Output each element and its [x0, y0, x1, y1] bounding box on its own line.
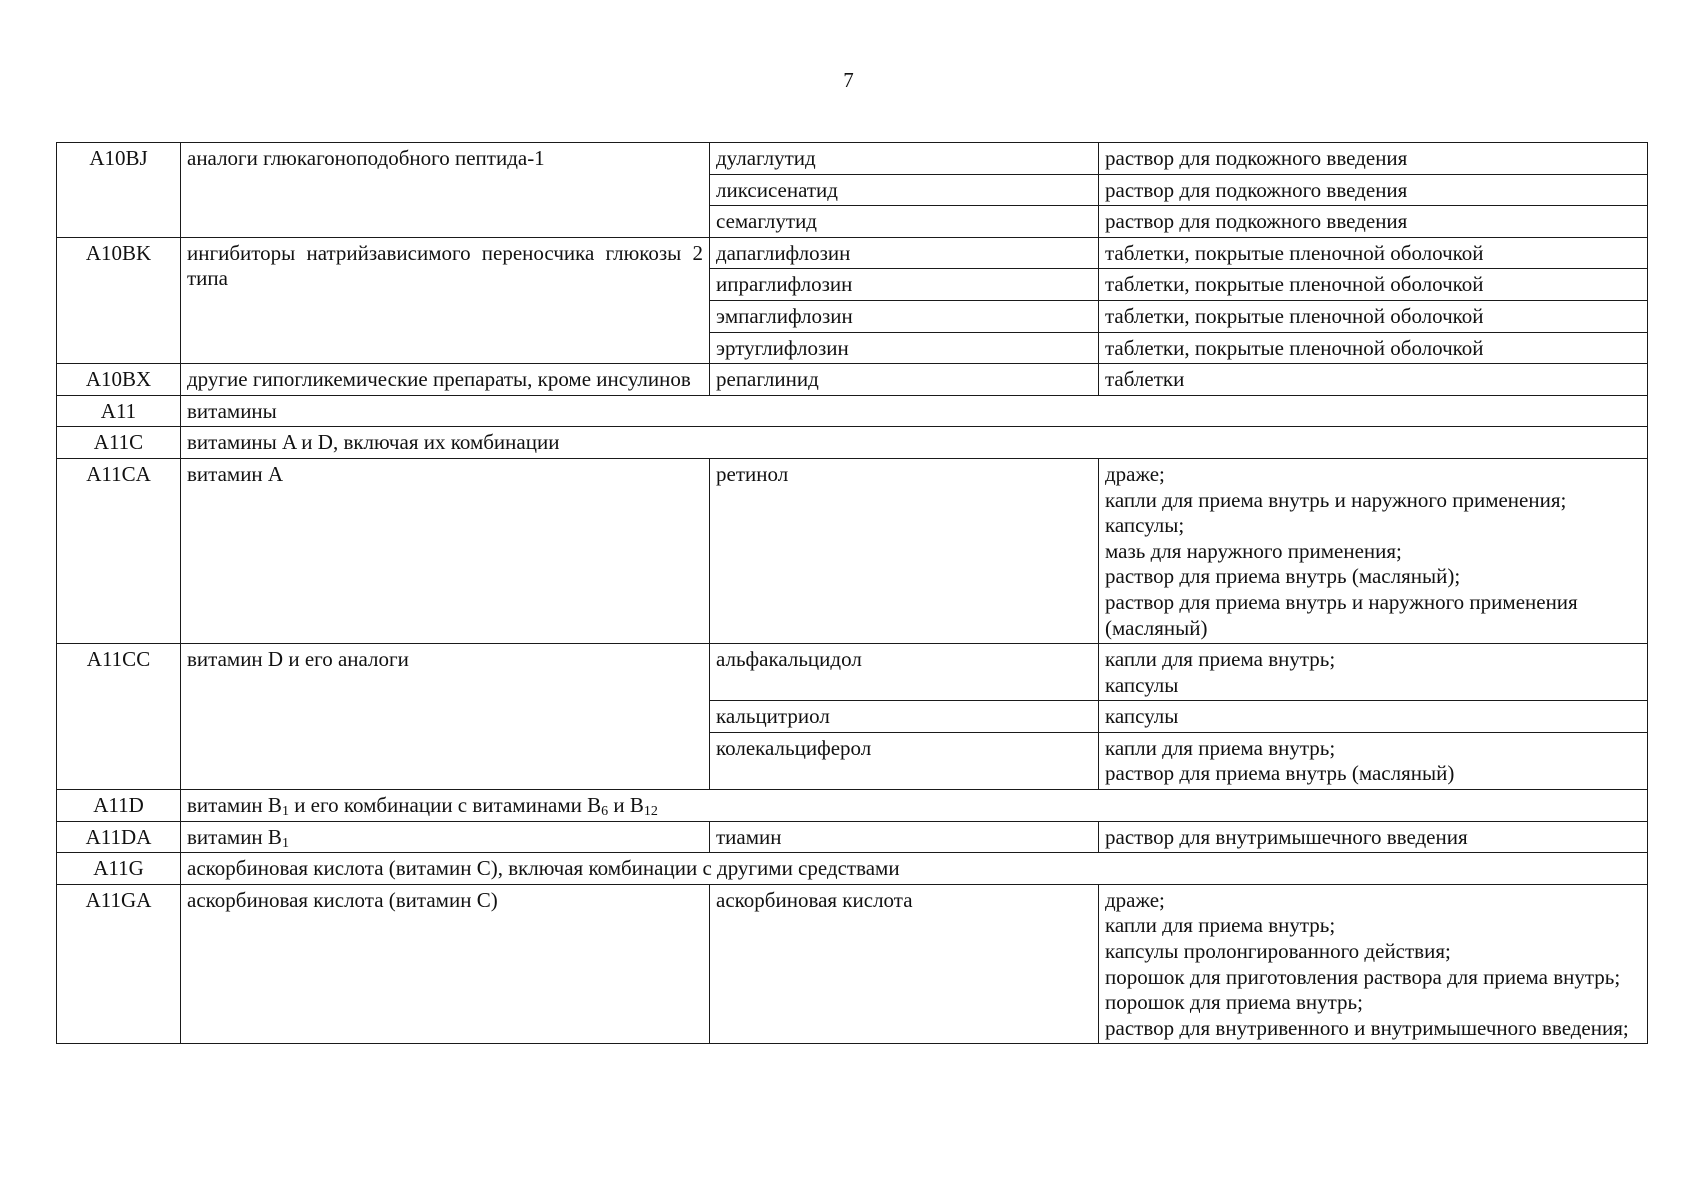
drug-name-cell: дулаглутид [710, 143, 1099, 175]
group-text-part: и B [608, 793, 644, 818]
drug-name-cell: тиамин [710, 821, 1099, 853]
dosage-form-line: таблетки [1105, 367, 1185, 392]
group-name-cell: витамин А [181, 458, 710, 643]
drug-name-cell: репаглинид [710, 364, 1099, 396]
dosage-form-line: капли для приема внутрь; [1105, 647, 1336, 672]
dosage-form-line: раствор для подкожного введения [1105, 209, 1408, 234]
atc-code-cell: A11C [57, 427, 181, 459]
subscript-text: 1 [281, 835, 289, 851]
dosage-form-line: таблетки, покрытые пленочной оболочкой [1105, 335, 1484, 360]
atc-code-cell: A11CA [57, 458, 181, 643]
dosage-form-line: капли для приема внутрь; [1105, 913, 1336, 938]
table-row [57, 790, 1648, 822]
dosage-form-line: порошок для приготовления раствора для приема внутрь; [1105, 964, 1621, 989]
table-body [57, 143, 1648, 1044]
atc-code-cell: A11G [57, 853, 181, 885]
group-name-cell: аскорбиновая кислота (витамин С), включая комбинации с другими средствами [181, 853, 1648, 885]
drug-name-cell: ликсисенатид [710, 174, 1099, 206]
dosage-form-line: драже; [1105, 461, 1165, 486]
group-name-cell: другие гипогликемические препараты, кроме инсулинов [181, 364, 710, 396]
group-name-cell: витамин D и его аналоги [181, 644, 710, 790]
dosage-form-line: порошок для приема внутрь; [1105, 990, 1363, 1015]
drug-name-cell: дапаглифлозин [710, 237, 1099, 269]
dosage-forms-cell [1099, 300, 1648, 332]
atc-code-cell: A11CC [57, 644, 181, 790]
dosage-form-line: таблетки, покрытые пленочной оболочкой [1105, 272, 1484, 297]
group-name-cell: аналоги глюкагоноподобного пептида-1 [181, 143, 710, 238]
dosage-form-line: капсулы; [1105, 513, 1185, 538]
drug-name-cell: эмпаглифлозин [710, 300, 1099, 332]
dosage-form-line: раствор для приема внутрь (масляный); [1105, 564, 1461, 589]
atc-code-cell: A11 [57, 395, 181, 427]
dosage-form-line: таблетки, покрытые пленочной оболочкой [1105, 303, 1484, 328]
dosage-form-line: капли для приема внутрь; [1105, 735, 1336, 760]
dosage-form-line: мазь для наружного применения; [1105, 538, 1402, 563]
subscript-text: 1 [281, 804, 289, 820]
table-row [57, 884, 1648, 1044]
subscript-text: 12 [643, 804, 658, 820]
dosage-form-line: раствор для внутримышечного введения [1105, 824, 1468, 849]
subscript-text: 6 [601, 804, 609, 820]
atc-code-cell: A11DA [57, 821, 181, 853]
drug-name-cell: ретинол [710, 458, 1099, 643]
dosage-form-line: капсулы [1105, 672, 1179, 697]
dosage-form-line: раствор для подкожного введения [1105, 177, 1408, 202]
table-row [57, 644, 1648, 701]
atc-code-cell: A10BX [57, 364, 181, 396]
atc-code-cell: A11D [57, 790, 181, 822]
drug-name-cell: альфакальцидол [710, 644, 1099, 701]
dosage-form-line: таблетки, покрытые пленочной оболочкой [1105, 240, 1484, 265]
dosage-forms-cell [1099, 644, 1648, 701]
table-row [57, 143, 1648, 175]
atc-code-cell: A10BK [57, 237, 181, 363]
drug-name-cell: эртуглифлозин [710, 332, 1099, 364]
table-row [57, 237, 1648, 269]
dosage-form-line: раствор для подкожного введения [1105, 146, 1408, 170]
group-name-cell: витамины A и D, включая их комбинации [181, 427, 1648, 459]
group-text-part: и его комбинации с витаминами B [288, 793, 602, 818]
group-text-part: витамин B [187, 824, 282, 849]
table-row [57, 427, 1648, 459]
group-name-cell [181, 821, 710, 853]
drug-name-cell: ипраглифлозин [710, 269, 1099, 301]
dosage-form-line: капли для приема внутрь и наружного применения; [1105, 487, 1567, 512]
group-name-cell [181, 790, 1648, 822]
drug-name-cell: семаглутид [710, 206, 1099, 238]
table-row [57, 853, 1648, 885]
group-name-cell: витамины [181, 395, 1648, 427]
dosage-forms-cell [1099, 143, 1648, 175]
drug-name-cell: колекальциферол [710, 732, 1099, 789]
dosage-forms-cell [1099, 821, 1648, 853]
dosage-forms-cell [1099, 364, 1648, 396]
dosage-forms-cell [1099, 332, 1648, 364]
atc-code-cell: A10BJ [57, 143, 181, 238]
group-text-part: витамин B [187, 793, 282, 818]
dosage-form-line: раствор для внутривенного и внутримышечного введения; [1105, 1015, 1629, 1040]
page-number: 7 [843, 68, 854, 92]
drug-name-cell: аскорбиновая кислота [710, 884, 1099, 1044]
drug-classification-table [56, 142, 1648, 1044]
group-name-cell: ингибиторы натрийзависимого переносчика глюкозы 2 типа [181, 237, 710, 363]
dosage-form-line: драже; [1105, 887, 1165, 912]
atc-code-cell: A11GA [57, 884, 181, 1044]
dosage-form-line: капсулы [1105, 704, 1179, 729]
dosage-forms-cell [1099, 174, 1648, 206]
dosage-form-line: раствор для приема внутрь и наружного применения (масляный) [1105, 589, 1578, 640]
dosage-forms-cell [1099, 206, 1648, 238]
dosage-forms-cell [1099, 237, 1648, 269]
drug-name-cell: кальцитриол [710, 701, 1099, 733]
table-row [57, 821, 1648, 853]
dosage-forms-cell [1099, 701, 1648, 733]
table-row [57, 395, 1648, 427]
dosage-forms-cell [1099, 884, 1648, 1044]
dosage-forms-cell [1099, 732, 1648, 789]
dosage-forms-cell [1099, 269, 1648, 301]
dosage-form-line: капсулы пролонгированного действия; [1105, 939, 1451, 964]
dosage-forms-cell [1099, 458, 1648, 643]
dosage-form-line: раствор для приема внутрь (масляный) [1105, 761, 1455, 786]
table-row [57, 458, 1648, 643]
group-name-cell: аскорбиновая кислота (витамин С) [181, 884, 710, 1044]
table-row [57, 364, 1648, 396]
